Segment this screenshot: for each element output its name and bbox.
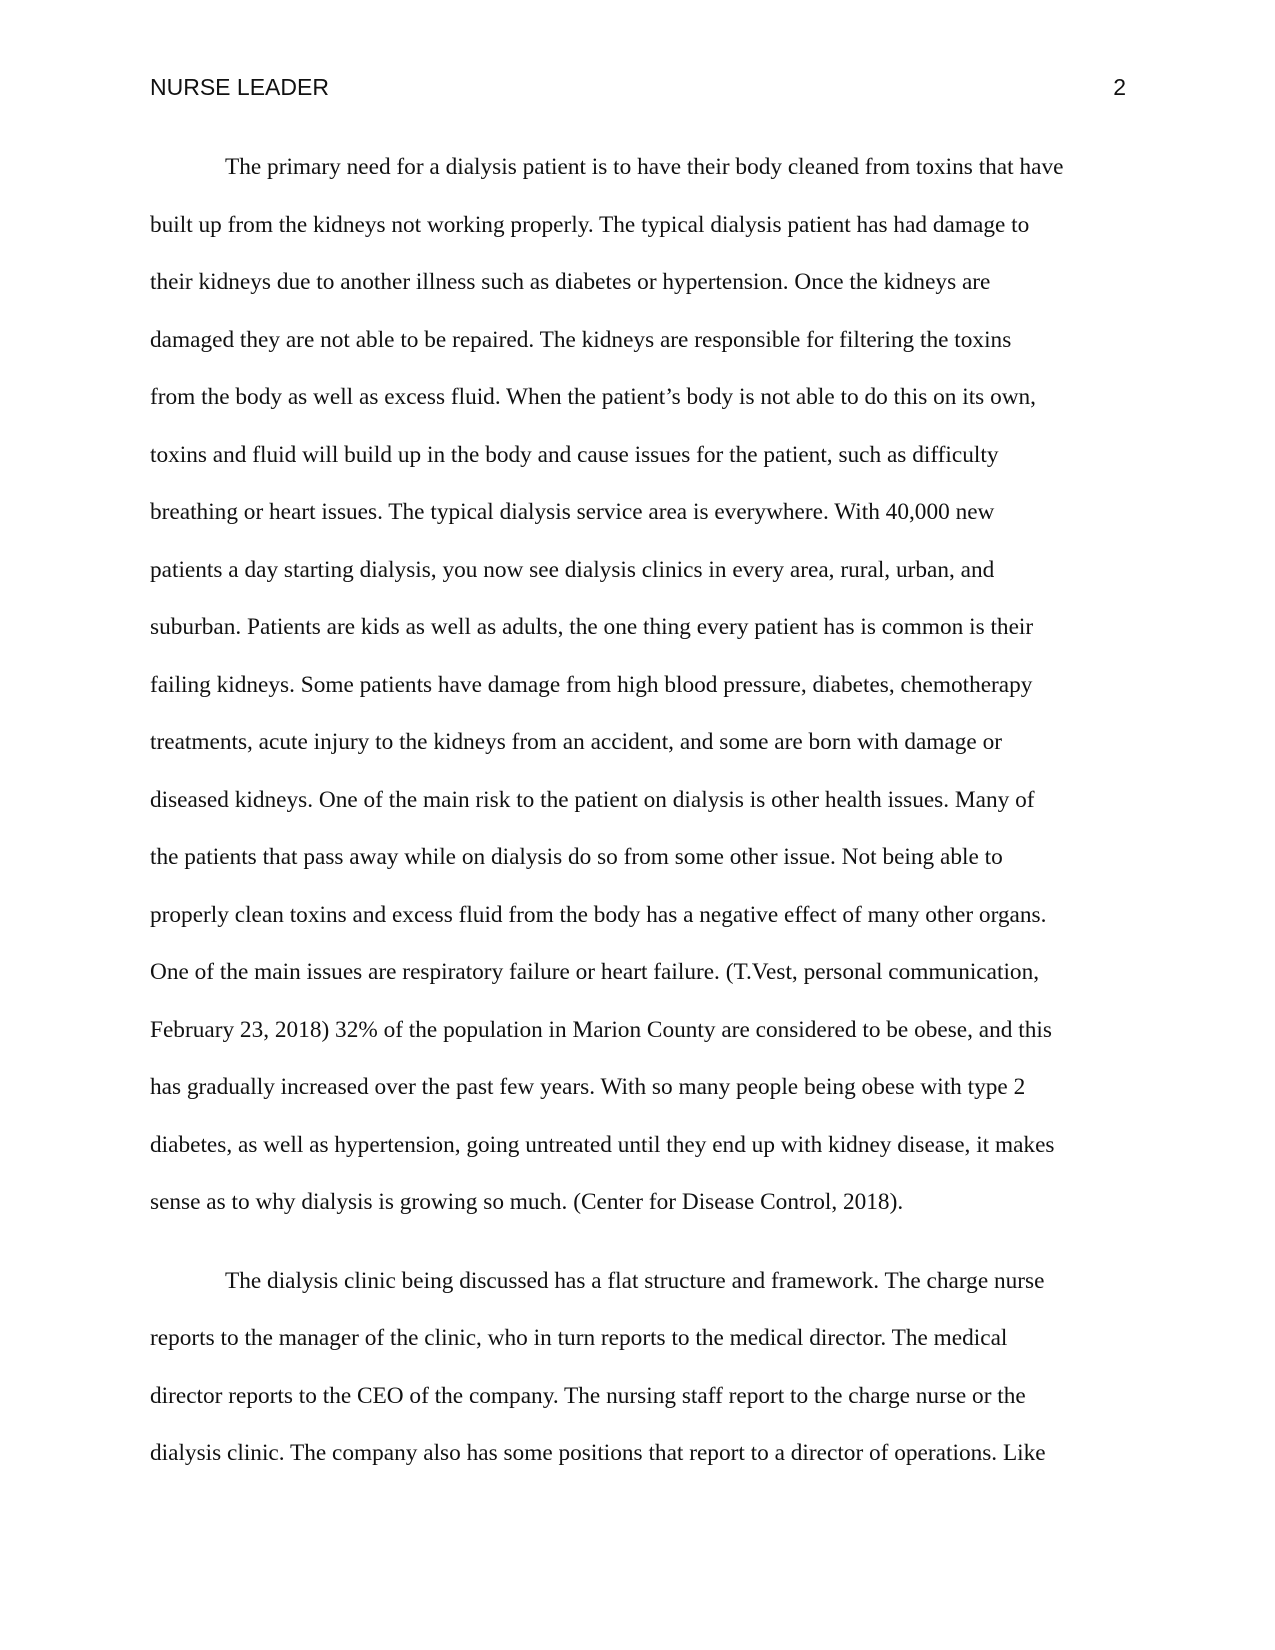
running-head xyxy=(150,74,1126,104)
text-line: the patients that pass away while on dialysis do so from some other issue. Not being able to xyxy=(150,844,1003,870)
text-line: toxins and fluid will build up in the body and cause issues for the patient, such as difficulty xyxy=(150,441,999,468)
text-line: built up from the kidneys not working properly. The typical dialysis patient has had damage to xyxy=(150,211,1030,238)
text-line: has gradually increased over the past few years. With so many people being obese with type 2 xyxy=(150,1074,1026,1100)
text-line: reports to the manager of the clinic, who in turn reports to the medical director. The medical xyxy=(150,1325,1008,1351)
text-line: director reports to the CEO of the company. The nursing staff report to the charge nurse or the xyxy=(150,1382,1026,1409)
text-line: treatments, acute injury to the kidneys from an accident, and some are born with damage or xyxy=(150,729,1002,755)
body-text xyxy=(150,139,1126,1483)
text-line: The primary need for a dialysis patient is to have their body cleaned from toxins that have xyxy=(225,154,1064,180)
running-head-title: NURSE LEADER xyxy=(150,74,329,100)
text-line: patients a day starting dialysis, you now see dialysis clinics in every area, rural, urban, and xyxy=(150,556,995,583)
text-line: their kidneys due to another illness such as diabetes or hypertension. Once the kidneys are xyxy=(150,269,991,295)
text-line: sense as to why dialysis is growing so much. (Center for Disease Control, 2018). xyxy=(150,1189,904,1215)
text-line: properly clean toxins and excess fluid from the body has a negative effect of many other organs. xyxy=(150,901,1047,928)
text-line: failing kidneys. Some patients have damage from high blood pressure, diabetes, chemotherapy xyxy=(150,671,1033,698)
text-line: diabetes, as well as hypertension, going untreated until they end up with kidney disease, it makes xyxy=(150,1131,1055,1158)
paragraph-spacer xyxy=(150,1232,1126,1253)
text-line: breathing or heart issues. The typical dialysis service area is everywhere. With 40,000 new xyxy=(150,499,995,525)
text-line: One of the main issues are respiratory failure or heart failure. (T.Vest, personal communication, xyxy=(150,959,1040,985)
paragraph-1 xyxy=(150,139,1126,1232)
text-line: The dialysis clinic being discussed has a flat structure and framework. The charge nurse xyxy=(225,1267,1045,1294)
text-line: February 23, 2018) 32% of the population in Marion County are considered to be obese, and this xyxy=(150,1016,1052,1043)
text-line: dialysis clinic. The company also has some positions that report to a director of operations. Like xyxy=(150,1440,1046,1466)
text-line: damaged they are not able to be repaired. The kidneys are responsible for filtering the toxins xyxy=(150,326,1012,353)
text-line: suburban. Patients are kids as well as adults, the one thing every patient has is common is their xyxy=(150,614,1034,640)
text-line: diseased kidneys. One of the main risk to the patient on dialysis is other health issues. Many of xyxy=(150,786,1035,813)
paragraph-2 xyxy=(150,1253,1126,1483)
text-line: from the body as well as excess fluid. When the patient’s body is not able to do this on its own, xyxy=(150,384,1037,410)
page-number: 2 xyxy=(1113,74,1126,100)
